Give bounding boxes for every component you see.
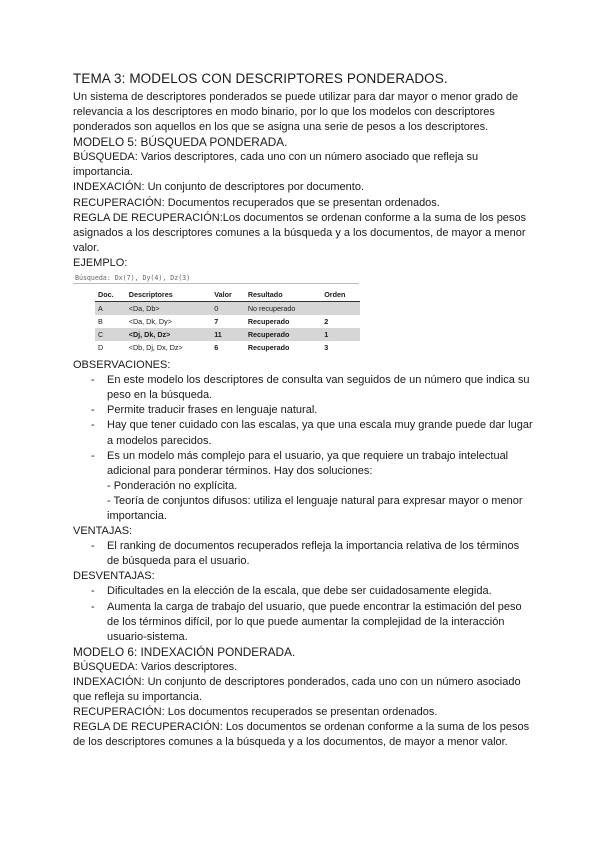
cell-doc: B — [98, 317, 103, 327]
cell-valor: 11 — [211, 328, 245, 341]
cell-desc: <Db, Dj, Dx, Dz> — [128, 343, 183, 353]
header-doc: Doc. — [95, 288, 126, 302]
table-header-row — [95, 288, 360, 302]
header-valor: Valor — [211, 288, 245, 302]
sub-item-ponderacion: - Ponderación no explícita. — [107, 479, 238, 492]
cell-valor: 0 — [211, 302, 245, 316]
example-search-query: Búsqueda: Dx(7), Dy(4), Dz(3) — [73, 273, 359, 284]
list-item: - El ranking de documentos recuperados refleja la importancia relativa de los términos de búsqueda para el usuario. — [91, 540, 520, 568]
cell-orden: 3 — [324, 343, 329, 353]
model6-heading: MODELO 6: INDEXACIÓN PONDERADA. — [73, 644, 296, 659]
model6-indexacion: INDEXACIÓN: Un conjunto de descriptores ponderados, cada uno con un número asociado que refleja su importancia. — [73, 675, 521, 703]
header-resultado: Resultado — [245, 288, 321, 302]
cell-valor: 7 — [214, 317, 219, 327]
cell-valor: 6 — [214, 343, 219, 353]
cell-resultado: Recuperado — [247, 317, 290, 327]
observaciones-heading: OBSERVACIONES: — [73, 359, 171, 372]
cell-desc: <Da, Dk, Dy> — [128, 317, 172, 327]
cell-doc: D — [98, 343, 104, 353]
cell-orden — [321, 302, 360, 316]
example-figure — [73, 273, 359, 354]
list-item: - Es un modelo más complejo para el usuario, ya que requiere un trabajo intelectual adicional para ponderar términos. Hay dos soluciones: - Ponderación no explícita. - Teoría de conjuntos difusos: utiliza el lenguaje natural para expresar mayor o menor importancia. — [91, 449, 533, 524]
cell-doc: C — [95, 328, 126, 341]
model5-busqueda: BÚSQUEDA: Varios descriptores, cada uno con un número asociado que refleja su importancia. — [73, 151, 479, 179]
cell-desc: <Da, Db> — [126, 302, 211, 316]
cell-desc: <Dj, Dk, Dz> — [126, 328, 211, 341]
header-orden: Orden — [321, 288, 360, 302]
model5-regla: REGLA DE RECUPERACIÓN:Los documentos se ordenan conforme a la suma de los pesos asignados a los descriptores comunes a la búsqueda y a los documentos, de mayor a menor valor. — [73, 211, 527, 254]
cell-resultado: Recuperado — [245, 328, 321, 341]
example-table — [95, 288, 360, 354]
list-item: - Hay que tener cuidado con las escalas, ya que una escala muy grande puede dar lugar a modelos parecidos. — [91, 419, 533, 447]
desventajas-heading: DESVENTAJAS: — [73, 570, 155, 583]
model5-indexacion: INDEXACIÓN: Un conjunto de descriptores por documento. — [73, 181, 365, 194]
document-page — [73, 70, 533, 750]
example-label: EJEMPLO: — [73, 256, 128, 269]
table-row — [95, 302, 360, 316]
model6-regla: REGLA DE RECUPERACIÓN: Los documentos se ordenan conforme a la suma de los pesos de los descriptores comunes a la búsqueda y a los documentos, de mayor a menor valor. — [73, 721, 530, 749]
header-descriptores: Descriptores — [126, 288, 211, 302]
cell-resultado: No recuperado — [245, 302, 321, 316]
observaciones-list — [73, 373, 533, 524]
table-row — [95, 328, 360, 341]
model5-heading: MODELO 5: BÚSQUEDA PONDERADA. — [73, 135, 288, 150]
sub-item-teoria: - Teoría de conjuntos difusos: utiliza el lenguaje natural para expresar mayor o menor importancia. — [107, 494, 523, 522]
model6-busqueda: BÚSQUEDA: Varios descriptores. — [73, 660, 238, 673]
list-item: - Aumenta la carga de trabajo del usuario, que puede encontrar la estimación del peso de los términos difícil, por lo que puede aumentar la complejidad de la interacción usuario-sistema. — [91, 600, 522, 643]
table-row — [95, 315, 360, 328]
desventajas-list — [73, 584, 533, 644]
page-title: TEMA 3: MODELOS CON DESCRIPTORES PONDERADOS. — [73, 71, 448, 86]
model6-recuperacion: RECUPERACIÓN: Los documentos recuperados se presentan ordenados. — [73, 706, 438, 719]
cell-orden: 1 — [321, 328, 360, 341]
list-item: - Permite traducir frases en lenguaje natural. — [91, 404, 318, 417]
ventajas-list — [73, 539, 533, 569]
cell-doc: A — [95, 302, 126, 316]
cell-resultado: Recuperado — [247, 343, 290, 353]
intro-paragraph: Un sistema de descriptores ponderados se puede utilizar para dar mayor o menor grado de relevancia a los descriptores en modo binario, por lo que los modelos con descriptores ponderados son aquellos en los que se asigna una serie de pesos a los descriptores. — [73, 91, 519, 134]
ventajas-heading: VENTAJAS: — [73, 525, 133, 538]
list-item: - En este modelo los descriptores de consulta van seguidos de un número que indica su peso en la búsqueda. — [91, 374, 530, 402]
cell-orden: 2 — [324, 317, 329, 327]
model5-recuperacion: RECUPERACIÓN: Documentos recuperados que se presentan ordenados. — [73, 196, 440, 209]
table-row — [95, 341, 360, 354]
list-item: - Dificultades en la elección de la escala, que debe ser cuidadosamente elegida. — [91, 585, 492, 598]
